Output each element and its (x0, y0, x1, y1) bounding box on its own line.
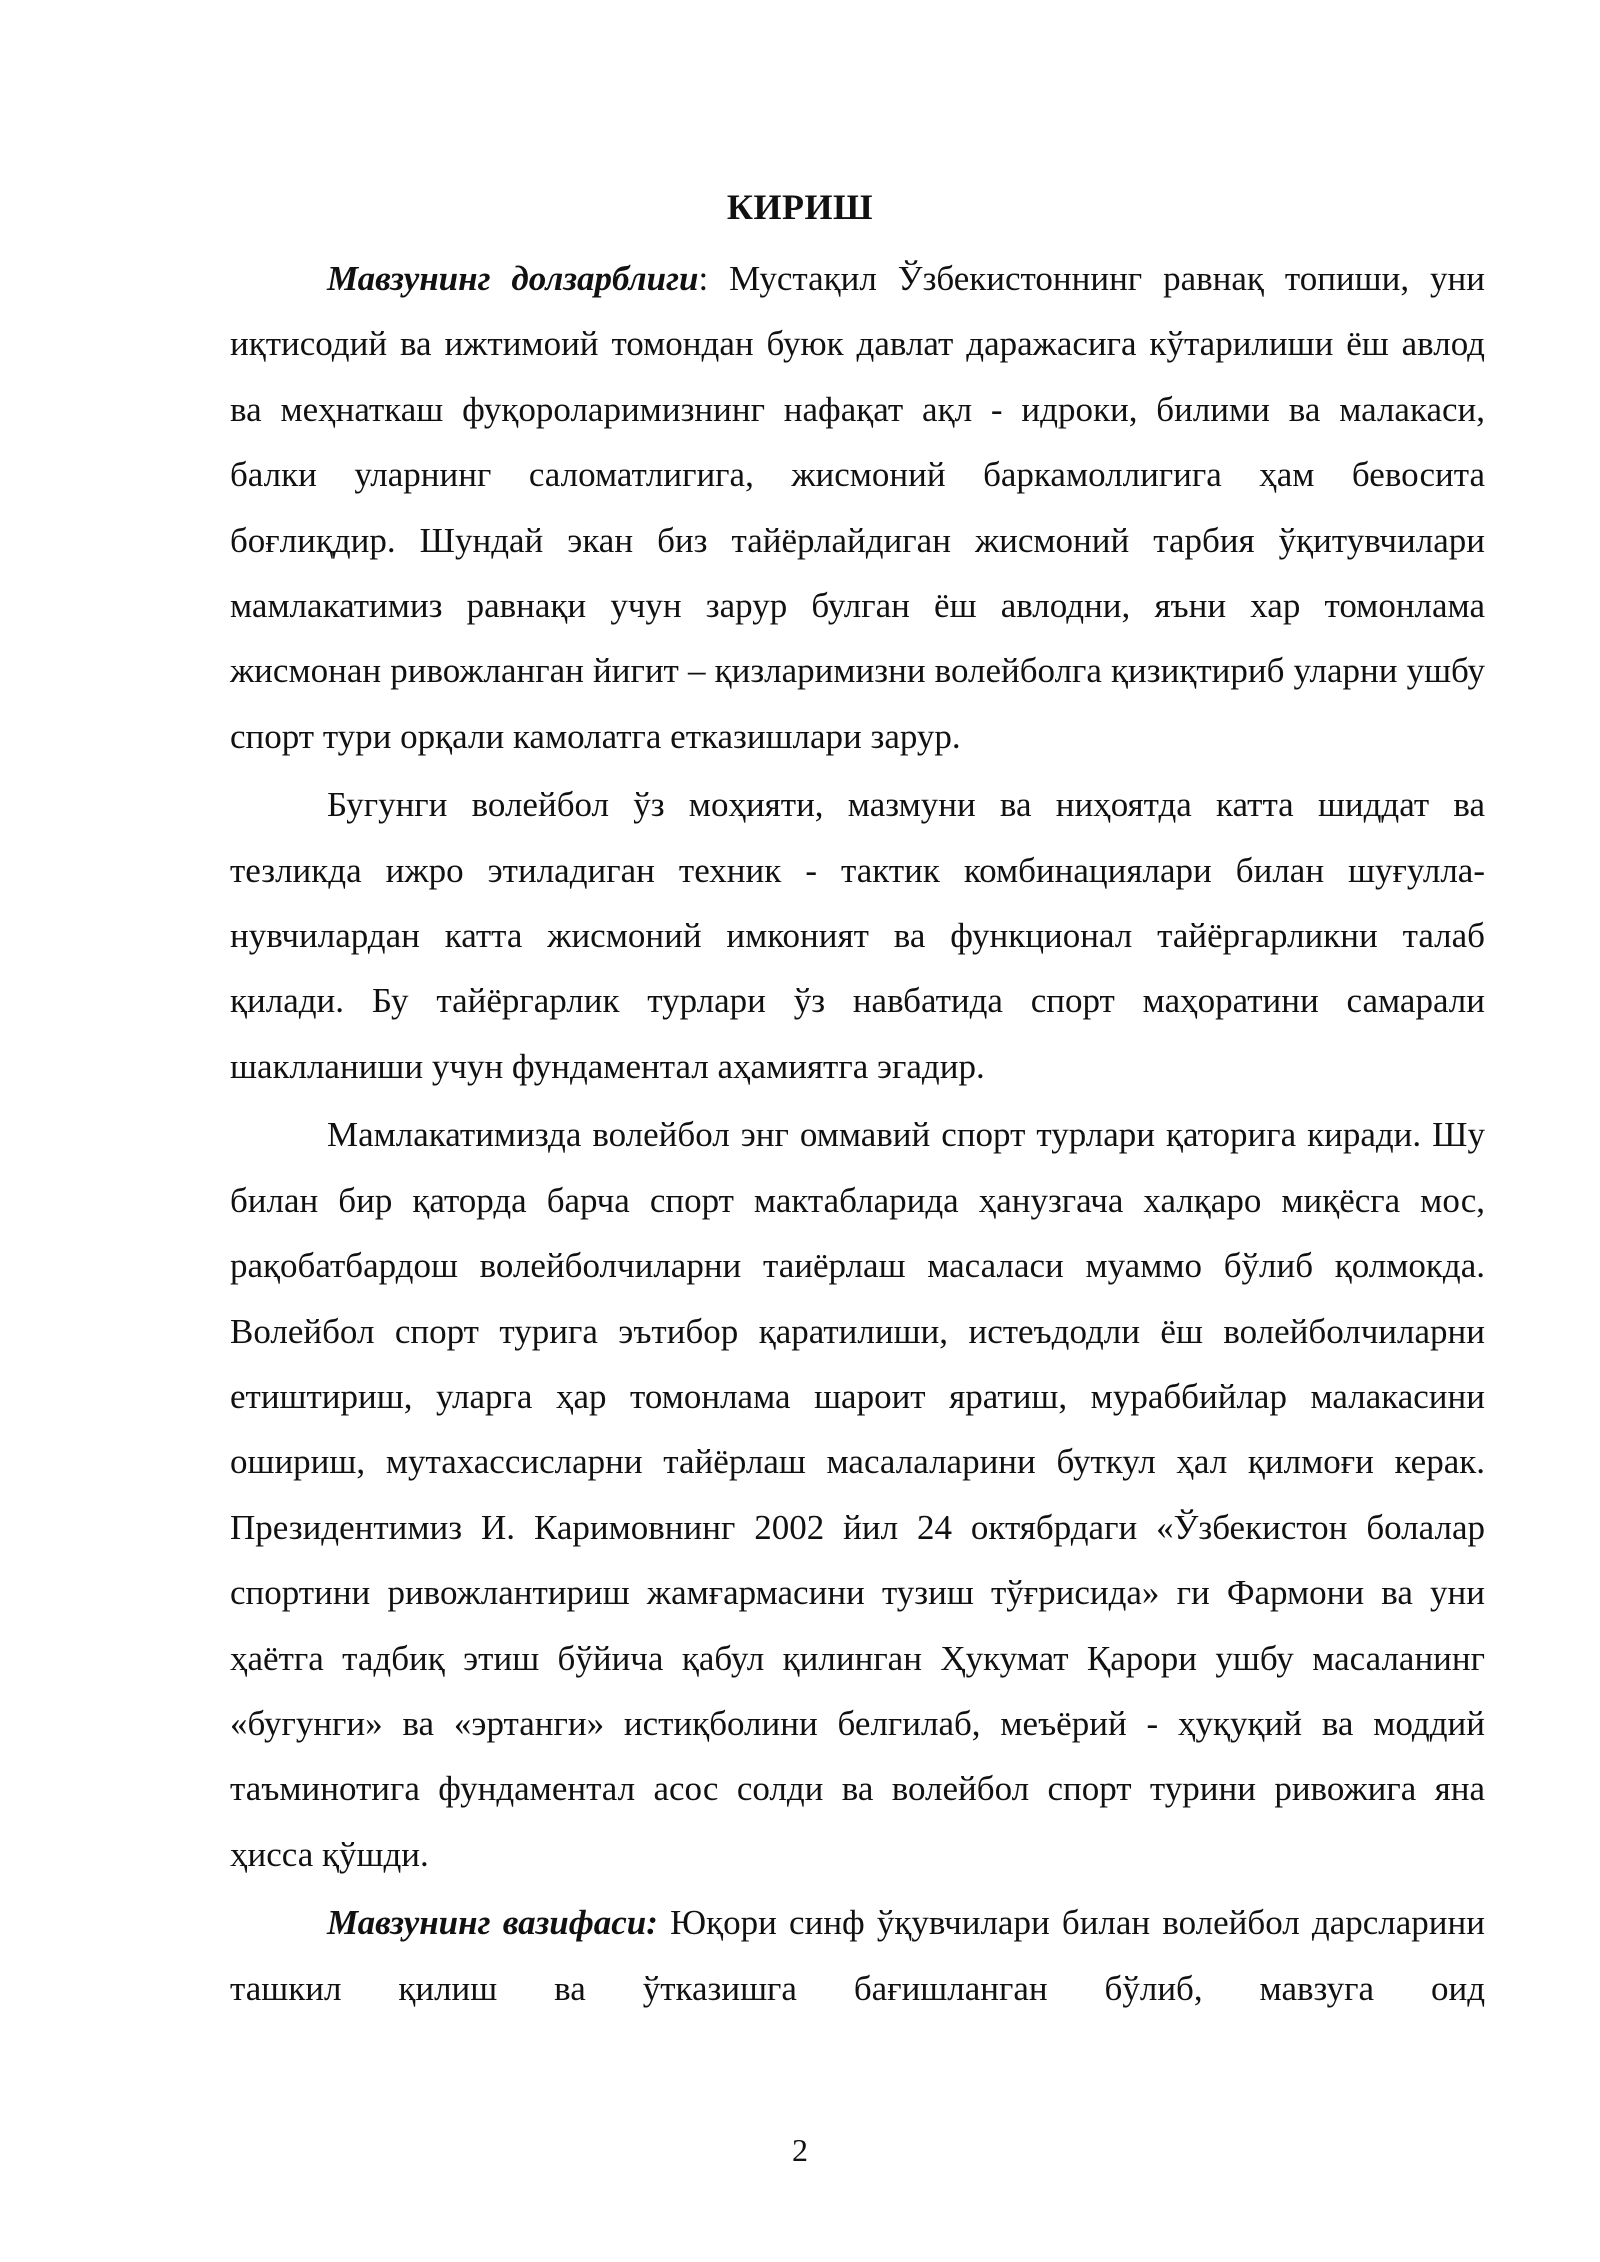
document-body (230, 246, 1485, 2021)
paragraph-text-relevance: : Мустақил Ўзбекистоннинг равнақ топиши, уни иқтисодий ва ижтимоий томондан буюк давлат даражасига кўтарилиши ёш авлод ва меҳнаткаш фуқороларимизнинг нафақат ақл - идроки, билими ва малакаси, балки уларнинг саломатлигига, жисмоний баркамоллигига ҳам бевосита боғлиқдир. Шундай экан биз тайёрлайдиган жисмоний тарбия ўқитувчилари мамлакатимиз равнақи учун зарур булган ёш авлодни, яъни хар томонлама жисмонан ривожланган йигит – қизларимизни волейболга қизиқтириб уларни ушбу спорт тури орқали камолатга етказишлари зарур. (230, 259, 1485, 756)
paragraph-lead-relevance: Мавзунинг долзарблиги (327, 259, 699, 298)
paragraph-volleyball-essence (230, 772, 1485, 1099)
paragraph-text-task: Юқори синф ўқувчилари билан волейбол дарсларини ташкил қилиш ва ўтказишга бағишланган бўлиб, мавзуга оид (230, 1903, 1485, 2008)
document-title: КИРИШ (726, 187, 874, 227)
paragraph-text-volleyball-essence: Бугунги волейбол ўз моҳияти, мазмуни ва ниҳоятда катта шиддат ва тезликда ижро этиладиган техник - тактик комбинациялари билан шуғулла-нувчилардан катта жисмоний имконият ва функционал тайёргарликни талаб қилади. Бу тайёргарлик турлари ўз навбатида спорт маҳоратини самарали шаклланиши учун фундаментал аҳамиятга эгадир. (230, 785, 1485, 1086)
page-number: 2 (792, 2132, 808, 2168)
paragraph-volleyball-in-country (230, 1102, 1485, 1887)
paragraph-relevance (230, 246, 1485, 769)
paragraph-task (230, 1890, 1485, 2021)
paragraph-text-volleyball-in-country: Мамлакатимизда волейбол энг оммавий спорт турлари қаторига киради. Шу билан бир қаторда барча спорт мактабларида ҳанузгача халқаро миқёсга мос, рақобатбардош волейболчиларни таиёрлаш масаласи муаммо бўлиб қолмокда. Волейбол спорт турига эътибор қаратилиши, истеъдодли ёш волейболчиларни етиштириш, уларга ҳар томонлама шароит яратиш, мураббийлар малакасини ошириш, мутахассисларни тайёрлаш масалаларини буткул ҳал қилмоғи керак. Президентимиз И. Каримовнинг 2002 йил 24 октябрдаги «Ўзбекистон болалар спортини ривожлантириш жамғармасини тузиш тўғрисида» ги Фармони ва уни ҳаётга тадбиқ этиш бўйича қабул қилинган Ҳукумат Қарори ушбу масаланинг «бугунги» ва «эртанги» истиқболини белгилаб, меъёрий - ҳуқуқий ва моддий таъминотига фундаментал асос солди ва волейбол спорт турини ривожига яна ҳисса қўшди. (230, 1115, 1485, 1874)
paragraph-lead-task: Мавзунинг вазифаси: (327, 1903, 658, 1943)
